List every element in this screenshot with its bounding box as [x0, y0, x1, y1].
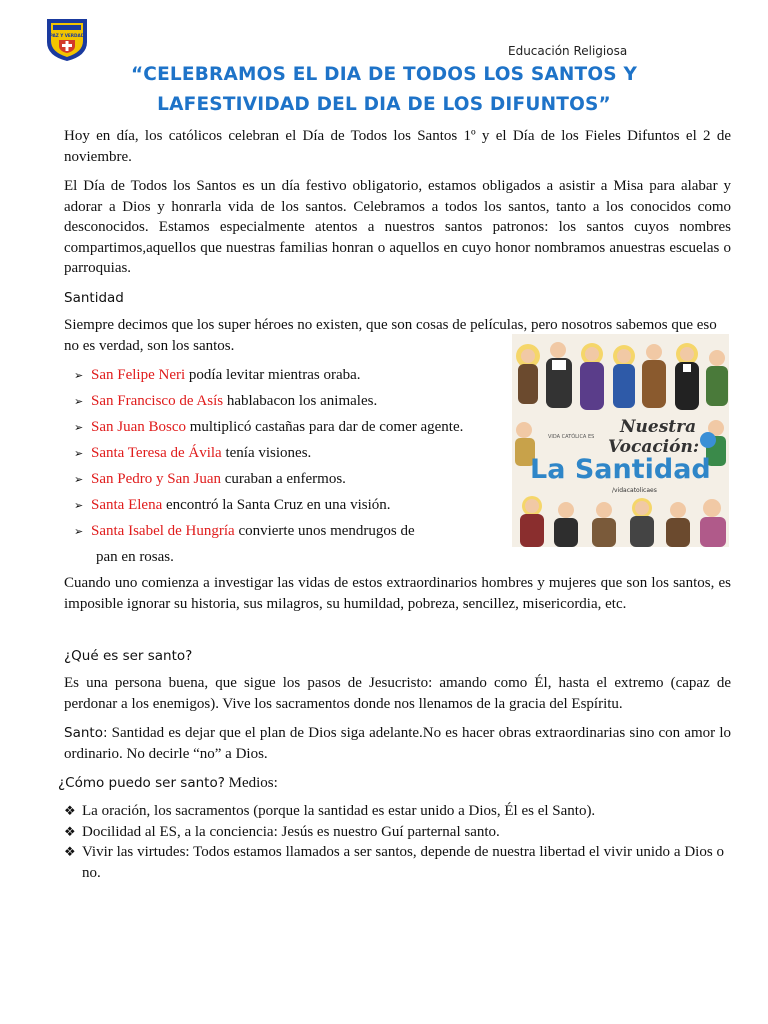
image-small-text: VIDA CATÓLICA ES [548, 434, 595, 440]
santo-label: Santo: [64, 725, 108, 741]
saint-name: Santa Teresa de Ávila [91, 445, 222, 461]
logo-motto: PAZ Y VERDAD [49, 33, 85, 38]
diamond-bullet-icon: ❖ [64, 823, 76, 839]
means-item-text: Docilidad al ES, a la conciencia: Jesús es nuestro Guí parternal santo. [82, 823, 500, 840]
means-item-text: Vivir las virtudes: Todos estamos llamados a ser santos, depende de nuestra libertad el vivir unido a Dios o no. [82, 844, 724, 881]
list-item [74, 388, 514, 414]
santo-definition [64, 723, 731, 764]
saint-name: San Pedro y San Juan [91, 471, 221, 487]
arrow-bullet-icon: ➢ [74, 474, 84, 486]
arrow-bullet-icon: ➢ [74, 500, 84, 512]
saint-name: San Francisco de Asís [91, 393, 224, 409]
saint-name: Santa Isabel de Hungría [91, 523, 235, 539]
image-line-3: La Santidad [530, 454, 711, 485]
list-item [74, 518, 514, 544]
list-item [74, 440, 514, 466]
subject-label: Educación Religiosa [508, 44, 628, 58]
intro-paragraph-2: El Día de Todos los Santos es un día festivo obligatorio, estamos obligados a asistir a Misa para alabar y adorar a Dios y honrarla vida de los santos. Celebramos a todos los santos, tanto a los conocidos como desconocidos. Estamos especialmente atentos a nuestros santos patronos: los santos cuyos nombres compartimos,aquellos que nuestras familias honran o aquellos en cuyo honor nombramos anuestras escuelas o parroquias. [64, 178, 731, 277]
santidad-heading: Santidad [64, 290, 124, 306]
list-item [64, 822, 724, 843]
arrow-bullet-icon: ➢ [74, 526, 84, 538]
arrow-bullet-icon: ➢ [74, 370, 84, 382]
como-heading-line [58, 773, 725, 794]
image-handle: /vidacatolicaes [612, 487, 657, 494]
list-item [74, 492, 514, 518]
que-es-heading: ¿Qué es ser santo? [64, 648, 193, 664]
list-item-continuation: pan en rosas. [96, 549, 174, 565]
diamond-bullet-icon: ❖ [64, 803, 76, 818]
list-item [74, 466, 514, 492]
means-item-text: La oración, los sacramentos (porque la santidad es estar unido a Dios, Él es el Santo). [82, 803, 596, 819]
list-item [74, 414, 514, 440]
title-line-1: “CELEBRAMOS EL DIA DE TODOS LOS SANTOS Y [130, 64, 638, 85]
saint-deed: multiplicó castañas para dar de comer agente. [186, 419, 464, 435]
saint-deed: convierte unos mendrugos de [234, 523, 415, 539]
santidad-paragraph: Siempre decimos que los super héroes no existen, que son cosas de películas, pero nosotros sabemos que eso no es verdad, son los santos. [64, 317, 717, 354]
list-item [64, 801, 724, 822]
school-crest-logo [44, 16, 90, 62]
image-line-1: Nuestra [620, 417, 697, 437]
saints-illustration [512, 334, 729, 547]
saint-name: San Felipe Neri [91, 367, 186, 383]
como-heading: ¿Cómo puedo ser santo? [58, 775, 225, 791]
page-title [40, 60, 728, 120]
saint-deed: curaban a enfermos. [221, 471, 346, 487]
arrow-bullet-icon: ➢ [74, 396, 84, 408]
que-es-paragraph: Es una persona buena, que sigue los pasos de Jesucristo: amando como Él, hasta el extremo (capaz de perdonar a los enemigos). Vive los sacramentos donde nos llenamos de la gracia del Espíritu. [64, 675, 731, 712]
saints-list [74, 362, 514, 570]
intro-paragraph-1: Hoy en día, los católicos celebran el Día de Todos los Santos 1º y el Día de los Fieles Difuntos el 2 de noviembre. [64, 128, 731, 165]
diamond-bullet-icon: ❖ [64, 844, 76, 860]
arrow-bullet-icon: ➢ [74, 422, 84, 434]
saint-name: Santa Elena [91, 497, 163, 513]
list-item [64, 842, 724, 883]
saint-deed: encontró la Santa Cruz en una visión. [162, 497, 391, 513]
heart-badge-icon [700, 432, 716, 448]
investigation-paragraph: Cuando uno comienza a investigar las vidas de estos extraordinarios hombres y mujeres que son los santos, es imposible ignorar su historia, sus milagros, su humildad, pobreza, sencillez, misericordia, etc. [64, 575, 731, 612]
como-heading-suffix: Medios: [224, 775, 278, 791]
means-list [64, 801, 724, 883]
title-line-2: LAFESTIVIDAD DEL DIA DE LOS DIFUNTOS” [157, 94, 611, 115]
saint-deed: podía levitar mientras oraba. [185, 367, 361, 383]
saint-name: San Juan Bosco [91, 419, 186, 435]
arrow-bullet-icon: ➢ [74, 448, 84, 460]
list-item [74, 362, 514, 388]
image-line-2: Vocación: [608, 437, 700, 457]
saint-deed: tenía visiones. [221, 445, 312, 461]
saint-deed: hablabacon los animales. [223, 393, 378, 409]
santo-text: Santidad es dejar que el plan de Dios siga adelante.No es hacer obras extraordinarias sino con amor lo ordinario. No decirle “no” a Dios. [64, 725, 731, 762]
